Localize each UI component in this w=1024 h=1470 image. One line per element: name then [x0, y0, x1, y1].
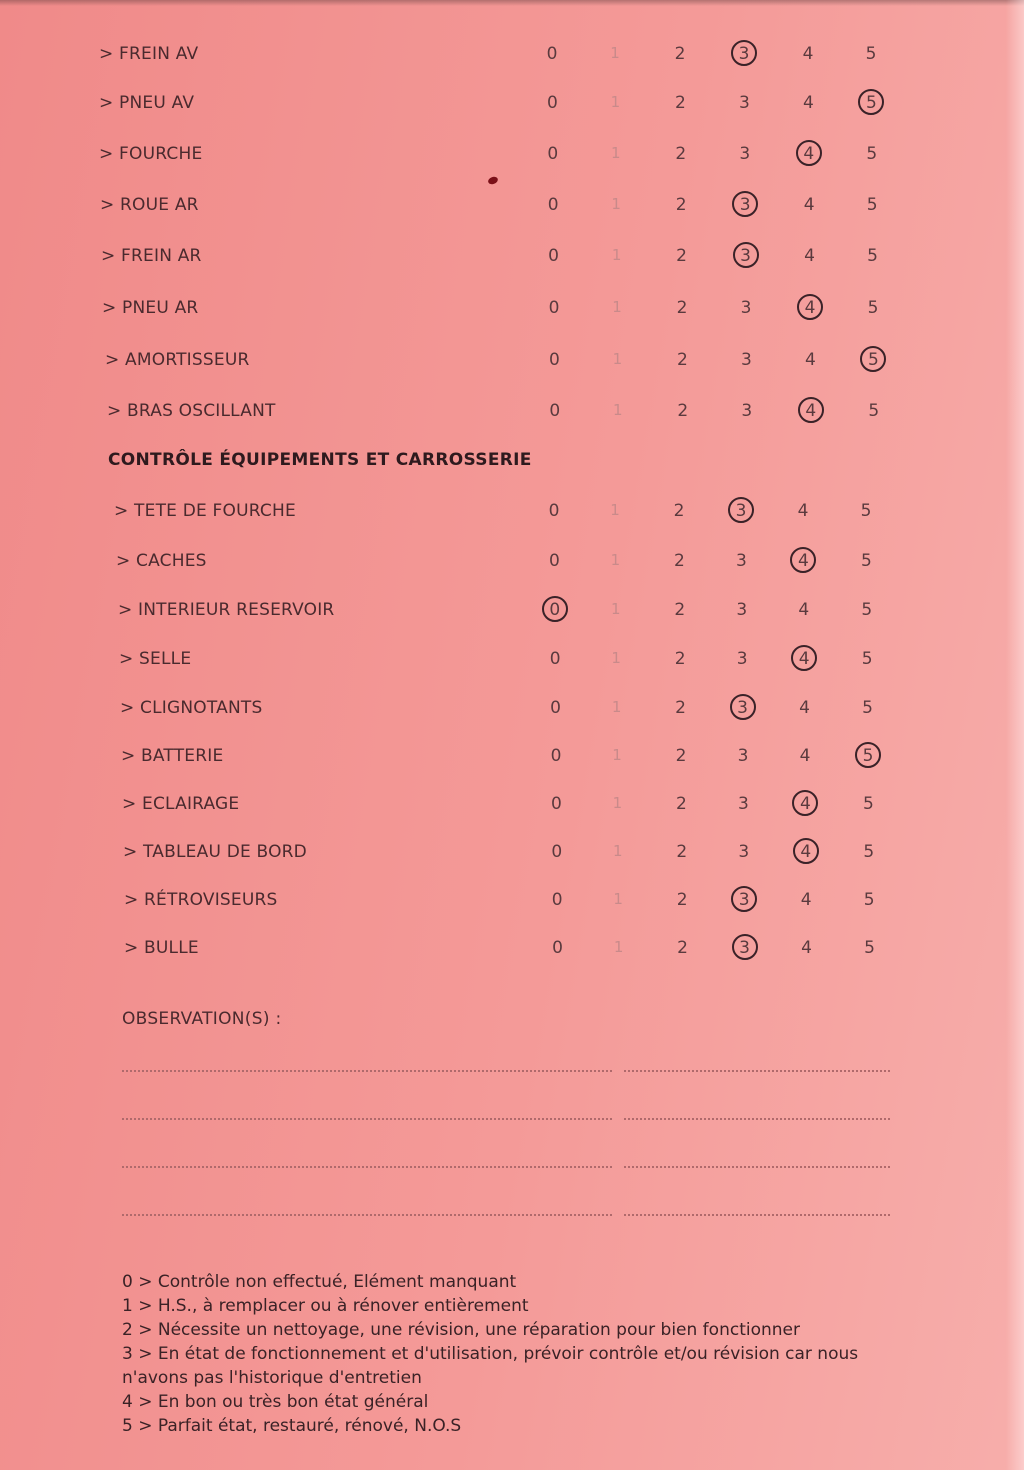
rating-option-5[interactable]: 5 — [860, 501, 872, 521]
rating-option-5[interactable]: 5 — [862, 698, 873, 718]
selected-rating-circle — [728, 497, 754, 523]
rating-option-4[interactable]: 4 — [798, 649, 810, 669]
rating-row — [0, 886, 1024, 916]
rating-row — [0, 242, 1024, 272]
rating-option-5[interactable]: 5 — [866, 195, 878, 215]
rating-row-label: > SELLE — [119, 649, 192, 669]
legend-item: 3 > En état de fonctionnement et d'utilisation, prévoir contrôle et/ou révision car nous n'avons pas l'historique d'entretien — [122, 1344, 859, 1388]
rating-row-label: > RÉTROVISEURS — [124, 890, 278, 910]
rating-option-5[interactable]: 5 — [868, 401, 880, 421]
selected-rating-circle — [732, 191, 758, 217]
rating-option-4[interactable]: 4 — [804, 298, 816, 318]
rating-option-1[interactable]: 1 — [613, 401, 623, 419]
rating-option-4[interactable]: 4 — [802, 44, 814, 64]
rating-option-2[interactable]: 2 — [677, 938, 688, 958]
legend-item: 1 > H.S., à remplacer ou à rénover entièrement — [122, 1296, 529, 1316]
rating-option-1[interactable]: 1 — [611, 649, 621, 667]
selected-rating-circle — [732, 934, 758, 960]
rating-option-5[interactable]: 5 — [861, 600, 873, 620]
selected-rating-circle — [797, 294, 823, 320]
rating-row-label: > BULLE — [124, 938, 199, 958]
rating-row-label: > BATTERIE — [121, 746, 224, 766]
rating-row-label: > PNEU AV — [99, 93, 195, 113]
rating-option-1[interactable]: 1 — [611, 246, 622, 264]
rating-option-3[interactable]: 3 — [737, 794, 749, 814]
rating-row-label: > FOURCHE — [99, 144, 203, 164]
selected-rating-circle — [798, 397, 824, 423]
rating-option-2[interactable]: 2 — [674, 44, 686, 64]
rating-option-3[interactable]: 3 — [738, 93, 750, 113]
observation-line[interactable] — [122, 1166, 612, 1168]
observation-line[interactable] — [122, 1214, 612, 1216]
observation-line[interactable] — [624, 1166, 890, 1168]
rating-row-label: > FREIN AR — [101, 246, 202, 266]
rating-option-1[interactable]: 1 — [612, 350, 623, 368]
observation-line[interactable] — [624, 1070, 890, 1072]
rating-row-label: > FREIN AV — [99, 44, 199, 64]
rating-row-label: > CLIGNOTANTS — [120, 698, 263, 718]
rating-option-0[interactable]: 0 — [550, 794, 562, 814]
rating-option-4[interactable]: 4 — [803, 144, 815, 164]
rating-option-1[interactable]: 1 — [612, 298, 622, 316]
rating-option-3[interactable]: 3 — [739, 195, 751, 215]
rating-row — [0, 790, 1024, 820]
rating-row — [0, 397, 1024, 427]
rating-option-3[interactable]: 3 — [740, 246, 751, 266]
rating-option-4[interactable]: 4 — [803, 195, 815, 215]
rating-option-2[interactable]: 2 — [675, 144, 687, 164]
rating-option-2[interactable]: 2 — [673, 551, 685, 571]
rating-row — [0, 191, 1024, 221]
rating-row — [0, 645, 1024, 675]
rating-option-1[interactable]: 1 — [613, 842, 623, 860]
selected-rating-circle — [731, 40, 757, 66]
rating-option-2[interactable]: 2 — [673, 501, 685, 521]
rating-option-0[interactable]: 0 — [549, 649, 561, 669]
rating-option-4[interactable]: 4 — [799, 698, 810, 718]
rating-row-label: > TETE DE FOURCHE — [114, 501, 296, 521]
rating-option-5[interactable]: 5 — [862, 794, 874, 814]
rating-row-label: > ECLAIRAGE — [122, 794, 240, 814]
selected-rating-circle — [796, 140, 822, 166]
ink-mark — [487, 176, 499, 186]
rating-option-3[interactable]: 3 — [735, 501, 747, 521]
rating-option-3[interactable]: 3 — [735, 551, 747, 571]
rating-option-4[interactable]: 4 — [805, 401, 817, 421]
rating-option-1[interactable]: 1 — [610, 93, 621, 111]
rating-option-3[interactable]: 3 — [737, 698, 748, 718]
selected-rating-circle — [855, 742, 881, 768]
rating-option-0[interactable]: 0 — [549, 401, 561, 421]
rating-option-3[interactable]: 3 — [739, 938, 750, 958]
rating-option-1[interactable]: 1 — [612, 794, 623, 812]
rating-option-0[interactable]: 0 — [548, 501, 560, 521]
rating-option-3[interactable]: 3 — [736, 649, 748, 669]
rating-option-2[interactable]: 2 — [675, 698, 686, 718]
legend-item: 0 > Contrôle non effectué, Elément manquant — [122, 1272, 517, 1292]
selected-rating-circle — [793, 838, 819, 864]
rating-option-4[interactable]: 4 — [798, 600, 810, 620]
rating-option-2[interactable]: 2 — [676, 890, 688, 910]
rating-option-4[interactable]: 4 — [797, 501, 809, 521]
rating-option-1[interactable]: 1 — [613, 938, 624, 956]
rating-option-0[interactable]: 0 — [548, 350, 560, 370]
rating-option-5[interactable]: 5 — [867, 246, 878, 266]
rating-option-2[interactable]: 2 — [674, 93, 686, 113]
rating-option-2[interactable]: 2 — [676, 298, 688, 318]
rating-option-2[interactable]: 2 — [675, 746, 687, 766]
observations-title: OBSERVATION(S) : — [122, 1009, 282, 1029]
rating-option-5[interactable]: 5 — [866, 144, 878, 164]
selected-rating-circle — [730, 694, 756, 720]
rating-row — [0, 694, 1024, 724]
rating-option-5[interactable]: 5 — [865, 44, 877, 64]
rating-option-0[interactable]: 0 — [548, 246, 559, 266]
selected-rating-circle — [542, 596, 568, 622]
rating-row — [0, 294, 1024, 324]
rating-row-label: > CACHES — [116, 551, 207, 571]
rating-row-label: > TABLEAU DE BORD — [123, 842, 307, 862]
rating-option-2[interactable]: 2 — [676, 246, 687, 266]
rating-row-label: > ROUE AR — [100, 195, 199, 215]
rating-option-1[interactable]: 1 — [611, 144, 621, 162]
rating-option-0[interactable]: 0 — [549, 600, 561, 620]
selected-rating-circle — [791, 645, 817, 671]
rating-option-4[interactable]: 4 — [797, 551, 809, 571]
rating-option-0[interactable]: 0 — [548, 551, 560, 571]
rating-row-label: > INTERIEUR RESERVOIR — [118, 600, 335, 620]
rating-row — [0, 89, 1024, 119]
rating-row — [0, 547, 1024, 577]
rating-row — [0, 140, 1024, 170]
observation-line[interactable] — [122, 1118, 612, 1120]
rating-row-label: > AMORTISSEUR — [105, 350, 250, 370]
rating-option-1[interactable]: 1 — [610, 551, 621, 569]
rating-option-3[interactable]: 3 — [738, 890, 750, 910]
rating-option-1[interactable]: 1 — [611, 698, 622, 716]
rating-option-0[interactable]: 0 — [547, 195, 559, 215]
rating-row — [0, 596, 1024, 626]
rating-option-5[interactable]: 5 — [863, 890, 875, 910]
observation-line[interactable] — [624, 1214, 890, 1216]
rating-option-4[interactable]: 4 — [799, 746, 811, 766]
rating-row-label: > PNEU AR — [102, 298, 199, 318]
rating-option-2[interactable]: 2 — [674, 600, 686, 620]
rating-option-0[interactable]: 0 — [550, 698, 561, 718]
rating-row — [0, 497, 1024, 527]
rating-option-5[interactable]: 5 — [867, 350, 879, 370]
rating-option-4[interactable]: 4 — [802, 93, 814, 113]
rating-option-0[interactable]: 0 — [551, 842, 563, 862]
rating-option-5[interactable]: 5 — [862, 746, 874, 766]
rating-option-4[interactable]: 4 — [800, 842, 812, 862]
rating-option-0[interactable]: 0 — [546, 44, 558, 64]
observation-line[interactable] — [122, 1070, 612, 1072]
rating-option-5[interactable]: 5 — [865, 93, 877, 113]
legend-item: 5 > Parfait état, restauré, rénové, N.O.S — [122, 1416, 462, 1436]
rating-option-0[interactable]: 0 — [550, 746, 562, 766]
rating-option-2[interactable]: 2 — [676, 350, 688, 370]
rating-option-4[interactable]: 4 — [804, 350, 816, 370]
rating-option-5[interactable]: 5 — [864, 938, 875, 958]
rating-option-0[interactable]: 0 — [548, 298, 560, 318]
rating-option-3[interactable]: 3 — [737, 746, 749, 766]
rating-option-4[interactable]: 4 — [799, 794, 811, 814]
rating-row — [0, 838, 1024, 868]
rating-row — [0, 742, 1024, 772]
rating-option-3[interactable]: 3 — [740, 350, 752, 370]
rating-option-5[interactable]: 5 — [863, 842, 875, 862]
rating-option-3[interactable]: 3 — [738, 44, 750, 64]
selected-rating-circle — [733, 242, 759, 268]
rating-option-1[interactable]: 1 — [610, 501, 620, 519]
rating-option-3[interactable]: 3 — [741, 401, 753, 421]
rating-legend — [122, 1270, 892, 1438]
rating-option-0[interactable]: 0 — [552, 938, 563, 958]
rating-option-2[interactable]: 2 — [675, 195, 687, 215]
rating-option-5[interactable]: 5 — [861, 649, 873, 669]
rating-option-5[interactable]: 5 — [860, 551, 872, 571]
rating-option-0[interactable]: 0 — [551, 890, 563, 910]
rating-option-1[interactable]: 1 — [611, 195, 621, 213]
rating-option-4[interactable]: 4 — [801, 938, 812, 958]
section-title-equipements: CONTRÔLE ÉQUIPEMENTS ET CARROSSERIE — [108, 450, 532, 470]
rating-option-2[interactable]: 2 — [677, 401, 689, 421]
rating-option-1[interactable]: 1 — [610, 44, 620, 62]
rating-option-4[interactable]: 4 — [804, 246, 815, 266]
rating-row-label: > BRAS OSCILLANT — [107, 401, 276, 421]
rating-row — [0, 40, 1024, 70]
rating-option-3[interactable]: 3 — [740, 298, 752, 318]
rating-option-0[interactable]: 0 — [547, 144, 559, 164]
observation-line[interactable] — [624, 1118, 890, 1120]
rating-option-3[interactable]: 3 — [736, 600, 748, 620]
rating-option-1[interactable]: 1 — [612, 746, 622, 764]
rating-option-0[interactable]: 0 — [546, 93, 558, 113]
rating-row — [0, 346, 1024, 376]
rating-option-2[interactable]: 2 — [675, 794, 687, 814]
rating-option-4[interactable]: 4 — [800, 890, 812, 910]
legend-item: 4 > En bon ou très bon état général — [122, 1392, 429, 1412]
rating-option-2[interactable]: 2 — [676, 842, 688, 862]
selected-rating-circle — [731, 886, 757, 912]
rating-option-2[interactable]: 2 — [674, 649, 686, 669]
rating-row — [0, 934, 1024, 964]
top-shadow — [0, 0, 1024, 6]
rating-option-1[interactable]: 1 — [611, 600, 621, 618]
rating-option-1[interactable]: 1 — [613, 890, 623, 908]
legend-item: 2 > Nécessite un nettoyage, une révision, une réparation pour bien fonctionner — [122, 1320, 800, 1340]
rating-option-3[interactable]: 3 — [738, 842, 750, 862]
rating-option-3[interactable]: 3 — [739, 144, 751, 164]
rating-option-5[interactable]: 5 — [867, 298, 879, 318]
